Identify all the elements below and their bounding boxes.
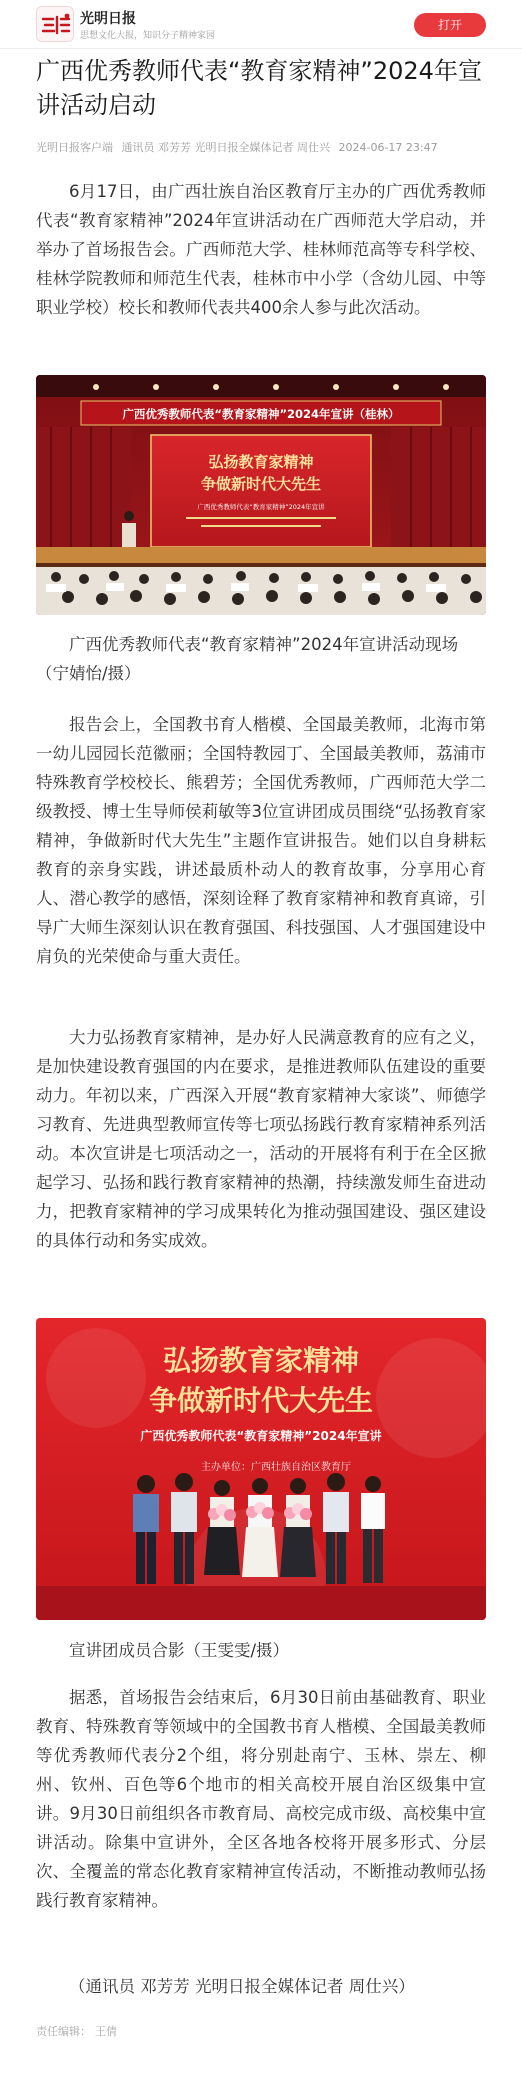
backdrop-host: 主办单位：广西壮族自治区教育厅 — [201, 1462, 351, 1473]
article-paragraph: 大力弘扬教育家精神，是办好人民满意教育的应有之义，是加快建设教育强国的内在要求，是推进教师队伍建设的重要动力。年初以来，广西深入开展“教育家精神大家谈”、师德学习教育、先进典型教师宣传等七项弘扬践行教育家精神系列活动。本次宣讲是七项活动之一，活动的开展将有利于在全区掀起学习、弘扬和践行教育家精神的热潮，持续激发师生奋进动力，把教育家精神的学习成果转化为推动强国建设、强区建设的具体行动和务实成效。 — [36, 1028, 486, 1250]
screen-subtitle: 广西优秀教师代表“教育家精神”2024年宣讲 — [197, 503, 325, 511]
guangming-daily-logo-icon — [36, 6, 74, 42]
photo-banner-text: 广西优秀教师代表“教育家精神”2024年宣讲（桂林） — [122, 407, 400, 421]
article-source: 光明日报客户端 — [36, 141, 113, 154]
open-app-button[interactable]: 打开 — [414, 13, 486, 37]
screen-line-1: 弘扬教育家精神 — [208, 453, 314, 471]
backdrop-subtitle: 广西优秀教师代表“教育家精神”2024年宣讲 — [140, 1429, 382, 1443]
article-paragraph: 6月17日，由广西壮族自治区教育厅主办的广西优秀教师代表“教育家精神”2024年宣讲活动在广西师范大学启动，并举办了首场报告会。广西师范大学、桂林师范高等专科学校、桂林学院教师和师范生代表，桂林市中小学（含幼儿园、中等职业学校）校长和教师代表共400余人参与此次活动。 — [36, 182, 486, 317]
app-topbar — [0, 0, 522, 49]
article-datetime: 2024-06-17 23:47 — [338, 141, 438, 154]
responsible-editor — [36, 2023, 121, 2039]
article-paragraph: 据悉，首场报告会结束后，6月30日前由基础教育、职业教育、特殊教育等领域中的全国教书育人楷模、全国最美教师等优秀教师代表分2个组，将分别赴南宁、玉林、崇左、柳州、钦州、百色等6个地市的相关高校开展自治区级集中宣讲。9月30日前组织各市教育局、高校完成市级、高校集中宣讲活动。除集中宣讲外，全区各地各校将开展多形式、分层次、全覆盖的常态化教育家精神宣传活动，不断推动教师弘扬践行教育家精神。 — [36, 1688, 486, 1910]
photo-caption: 宣讲团成员合影（王雯雯/摄） — [69, 1641, 290, 1660]
article-title: 广西优秀教师代表“教育家精神”2024年宣讲活动启动 — [36, 57, 482, 119]
article-meta — [36, 139, 443, 155]
backdrop-line-2: 争做新时代大先生 — [148, 1384, 374, 1417]
editor-name: 王倩 — [95, 2025, 117, 2038]
backdrop-line-1: 弘扬教育家精神 — [162, 1344, 360, 1377]
photo-caption: 广西优秀教师代表“教育家精神”2024年宣讲活动现场（宁婧怡/摄） — [36, 635, 459, 683]
article-authors: 通讯员 邓芳芳 光明日报全媒体记者 周仕兴 — [121, 141, 330, 154]
article-paragraph: 报告会上，全国教书育人楷模、全国最美教师，北海市第一幼儿园园长范徽丽；全国特教园丁、全国最美教师，荔浦市特殊教育学校校长、熊碧芳；全国优秀教师，广西师范大学二级教授、博士生导师侯莉敏等3位宣讲团成员围绕“弘扬教育家精神，争做新时代大先生”主题作宣讲报告。她们以自身耕耘教育的亲身实践，讲述最质朴动人的教育故事，分享用心育人、潜心教学的感悟，深刻诠释了教育家精神和教育真谛，引导广大师生深刻认识在教育强国、科技强国、人才强国建设中肩负的光荣使命与重大责任。 — [36, 715, 486, 966]
editor-label: 责任编辑： — [36, 2025, 91, 2038]
brand-name: 光明日报 — [80, 11, 136, 27]
screen-line-2: 争做新时代大先生 — [200, 475, 322, 493]
article-byline: （通讯员 邓芳芳 光明日报全媒体记者 周仕兴） — [69, 1977, 415, 1996]
brand-tagline: 思想文化大报，知识分子精神家园 — [80, 31, 216, 41]
article-photo-group[interactable] — [36, 1318, 486, 1620]
article-photo-auditorium[interactable] — [36, 375, 486, 615]
